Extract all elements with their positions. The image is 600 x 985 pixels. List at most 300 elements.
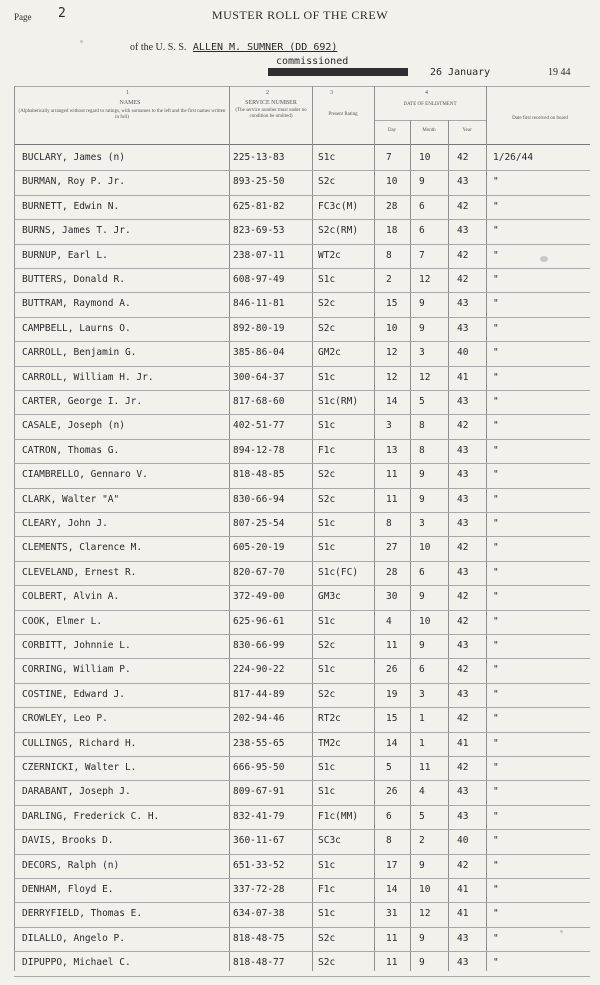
enlistment-day: 10 xyxy=(386,322,398,334)
enlistment-year: 42 xyxy=(457,274,469,285)
row-rule xyxy=(14,634,590,635)
table-row xyxy=(0,856,600,876)
stain-mark xyxy=(80,40,83,43)
table-row xyxy=(0,319,600,339)
date-received-on-board: " xyxy=(493,371,499,383)
crew-name: CARROLL, Benjamin G. xyxy=(22,347,137,359)
enlistment-month: 9 xyxy=(419,859,425,871)
service-number: 818-48-77 xyxy=(233,957,285,969)
enlistment-day: 12 xyxy=(386,347,398,359)
enlistment-year: 42 xyxy=(457,542,469,554)
enlistment-month: 11 xyxy=(419,762,431,773)
table-row xyxy=(0,709,600,729)
crew-name: CASALE, Joseph (n) xyxy=(22,420,125,432)
present-rating: S2c xyxy=(318,957,336,969)
enlistment-year: 43 xyxy=(457,688,469,700)
date-received-on-board: " xyxy=(493,762,499,773)
enlistment-day: 11 xyxy=(386,469,398,481)
col3-title: Present Rating xyxy=(328,112,358,117)
enlistment-day: 11 xyxy=(386,640,398,651)
row-rule xyxy=(14,805,590,806)
enlistment-month: 8 xyxy=(419,444,425,456)
present-rating: S1c xyxy=(318,274,336,285)
table-row xyxy=(0,392,600,412)
table-row xyxy=(0,953,600,973)
table-row xyxy=(0,807,600,827)
enlistment-day: 13 xyxy=(386,444,398,456)
present-rating: S1c xyxy=(318,518,336,529)
stain-mark xyxy=(540,256,548,262)
commissioned-note: commissioned xyxy=(276,56,349,67)
date-received-on-board: " xyxy=(493,225,499,237)
enlistment-year: 42 xyxy=(457,591,469,603)
crew-name: BURNUP, Earl L. xyxy=(22,249,108,261)
date-received-on-board: " xyxy=(493,713,499,725)
crew-name: BURMAN, Roy P. Jr. xyxy=(22,176,125,188)
date-received-on-board: " xyxy=(493,786,499,798)
enlistment-day: 14 xyxy=(386,737,398,749)
table-row xyxy=(0,246,600,266)
enlistment-month: 9 xyxy=(419,932,425,944)
enlistment-month: 1 xyxy=(419,713,425,725)
col3-number: 3 xyxy=(330,90,333,96)
table-row xyxy=(0,197,600,217)
enlistment-year: 43 xyxy=(457,493,469,505)
row-rule xyxy=(14,683,590,684)
row-rule xyxy=(14,951,590,952)
table-row xyxy=(0,294,600,314)
present-rating: WT2c xyxy=(318,249,341,261)
service-number: 894-12-78 xyxy=(233,444,285,456)
service-number: 818-48-85 xyxy=(233,469,285,481)
enlistment-day: 28 xyxy=(386,200,398,212)
present-rating: S2c xyxy=(318,469,336,481)
row-rule xyxy=(14,366,590,367)
ship-prefix: of the U. S. S. xyxy=(130,42,187,53)
row-rule xyxy=(14,976,590,977)
present-rating: S2c(RM) xyxy=(318,225,359,237)
table-row xyxy=(0,563,600,583)
enlistment-year: 43 xyxy=(457,176,469,188)
row-rule xyxy=(14,585,590,586)
service-number: 893-25-50 xyxy=(233,176,285,188)
date-received-on-board: " xyxy=(493,518,499,529)
enlistment-day: 19 xyxy=(386,688,398,700)
enlistment-month: 9 xyxy=(419,591,425,603)
crew-name: CARTER, George I. Jr. xyxy=(22,396,143,407)
date-received-on-board: " xyxy=(493,200,499,212)
crew-name: COLBERT, Alvin A. xyxy=(22,591,120,603)
enlistment-year: 42 xyxy=(457,664,469,676)
enlistment-day: 30 xyxy=(386,591,398,603)
enlistment-day: 6 xyxy=(386,810,392,822)
col2-number: 2 xyxy=(266,90,269,96)
enlistment-day: 5 xyxy=(386,762,392,773)
enlistment-month: 12 xyxy=(419,908,431,920)
col1-title: NAMES xyxy=(119,100,141,106)
table-row xyxy=(0,514,600,534)
stain-mark xyxy=(560,930,563,933)
enlistment-day: 3 xyxy=(386,420,392,432)
enlistment-year: 43 xyxy=(457,932,469,944)
enlistment-year: 41 xyxy=(457,884,469,895)
crew-name: COOK, Elmer L. xyxy=(22,615,103,627)
enlistment-month: 12 xyxy=(419,274,431,285)
enlistment-month: 4 xyxy=(419,786,425,798)
enlistment-month: 9 xyxy=(419,469,425,481)
present-rating: S1c xyxy=(318,859,336,871)
crew-name: DENHAM, Floyd E. xyxy=(22,884,114,895)
date-received-on-board: " xyxy=(493,347,499,359)
date-received-on-board: " xyxy=(493,444,499,456)
row-rule xyxy=(14,561,590,562)
service-number: 830-66-99 xyxy=(233,640,285,651)
row-rule xyxy=(14,536,590,537)
table-row xyxy=(0,416,600,436)
row-rule xyxy=(14,390,590,391)
enlistment-day: 8 xyxy=(386,249,392,261)
enlistment-day: 18 xyxy=(386,225,398,237)
service-number: 608-97-49 xyxy=(233,274,285,285)
enlistment-month: 6 xyxy=(419,225,425,237)
row-rule xyxy=(14,780,590,781)
crew-name: DARLING, Frederick C. H. xyxy=(22,810,160,822)
present-rating: F1c(MM) xyxy=(318,810,359,822)
present-rating: S1c xyxy=(318,762,336,773)
service-number: 238-55-65 xyxy=(233,737,285,749)
present-rating: S2c xyxy=(318,932,336,944)
enlistment-day: 28 xyxy=(386,566,398,578)
service-number: 818-48-75 xyxy=(233,932,285,944)
service-number: 809-67-91 xyxy=(233,786,285,798)
row-rule xyxy=(14,341,590,342)
present-rating: GM2c xyxy=(318,347,341,359)
service-number: 807-25-54 xyxy=(233,518,285,529)
enlistment-month: 9 xyxy=(419,176,425,188)
enlistment-day: 8 xyxy=(386,518,392,529)
date-received-on-board: " xyxy=(493,737,499,749)
date-received-on-board: " xyxy=(493,469,499,481)
service-number: 402-51-77 xyxy=(233,420,285,432)
enlistment-day: 10 xyxy=(386,176,398,188)
enlistment-year: 43 xyxy=(457,469,469,481)
enlistment-month: 2 xyxy=(419,835,425,847)
enlistment-day: 15 xyxy=(386,713,398,725)
present-rating: S1c xyxy=(318,615,336,627)
crew-name: CORRING, William P. xyxy=(22,664,131,676)
document-title: MUSTER ROLL OF THE CREW xyxy=(211,8,389,22)
present-rating: RT2c xyxy=(318,713,341,725)
date-received-on-board: " xyxy=(493,908,499,920)
enlistment-month: 9 xyxy=(419,322,425,334)
enlistment-year: 43 xyxy=(457,810,469,822)
date-received-on-board: " xyxy=(493,566,499,578)
enlistment-month: 1 xyxy=(419,737,425,749)
enlistment-day: 27 xyxy=(386,542,398,554)
enlistment-year: 41 xyxy=(457,737,469,749)
service-number: 666-95-50 xyxy=(233,762,285,773)
crew-name: BUCLARY, James (n) xyxy=(22,152,125,163)
enlistment-day: 2 xyxy=(386,274,392,285)
table-row xyxy=(0,441,600,461)
enlistment-year: 40 xyxy=(457,347,469,359)
present-rating: S1c xyxy=(318,152,336,163)
date-received-on-board: " xyxy=(493,810,499,822)
col2-note: (The service number must under no condition be omitted) xyxy=(235,108,307,119)
enlistment-month: 6 xyxy=(419,566,425,578)
row-rule xyxy=(14,658,590,659)
enlistment-month: 3 xyxy=(419,518,425,529)
enlistment-day: 15 xyxy=(386,298,398,310)
table-row xyxy=(0,538,600,558)
enlistment-year: 43 xyxy=(457,786,469,798)
present-rating: S1c(RM) xyxy=(318,396,359,407)
table-row xyxy=(0,343,600,363)
enlistment-day: 26 xyxy=(386,786,398,798)
present-rating: S1c xyxy=(318,664,336,676)
table-row xyxy=(0,831,600,851)
date-received-on-board: 1/26/44 xyxy=(493,152,534,163)
date-received-on-board: " xyxy=(493,420,499,432)
col4-month: Month xyxy=(422,128,436,133)
crew-name: CLARK, Walter "A" xyxy=(22,493,120,505)
row-rule xyxy=(14,732,590,733)
col5-title: Date first received on board xyxy=(512,116,568,121)
service-number: 360-11-67 xyxy=(233,835,285,847)
row-rule xyxy=(14,292,590,293)
date-received-on-board: " xyxy=(493,884,499,895)
date-received-on-board: " xyxy=(493,274,499,285)
crew-name: CAMPBELL, Laurns O. xyxy=(22,322,131,334)
crew-name: DIPUPPO, Michael C. xyxy=(22,957,131,969)
enlistment-day: 11 xyxy=(386,957,398,969)
enlistment-year: 43 xyxy=(457,322,469,334)
enlistment-year: 43 xyxy=(457,640,469,651)
present-rating: S2c xyxy=(318,298,336,310)
present-rating: GM3c xyxy=(318,591,341,603)
row-rule xyxy=(14,414,590,415)
enlistment-month: 6 xyxy=(419,664,425,676)
crew-name: DILALLO, Angelo P. xyxy=(22,932,125,944)
service-number: 634-07-38 xyxy=(233,908,285,920)
present-rating: S2c xyxy=(318,493,336,505)
service-number: 625-81-82 xyxy=(233,200,285,212)
date-received-on-board: " xyxy=(493,249,499,261)
present-rating: SC3c xyxy=(318,835,341,847)
roll-date: 26 January xyxy=(430,67,491,78)
date-received-on-board: " xyxy=(493,835,499,847)
service-number: 337-72-28 xyxy=(233,884,285,895)
enlistment-year: 43 xyxy=(457,957,469,969)
present-rating: F1c xyxy=(318,884,336,895)
table-row xyxy=(0,221,600,241)
enlistment-month: 3 xyxy=(419,688,425,700)
enlistment-year: 43 xyxy=(457,566,469,578)
date-received-on-board: " xyxy=(493,615,499,627)
crew-name: DERRYFIELD, Thomas E. xyxy=(22,908,143,920)
date-received-on-board: " xyxy=(493,591,499,603)
crew-name: BUTTERS, Donald R. xyxy=(22,274,125,285)
table-row xyxy=(0,612,600,632)
present-rating: S1c xyxy=(318,786,336,798)
table-row xyxy=(0,758,600,778)
enlistment-day: 17 xyxy=(386,859,398,871)
present-rating: S1c xyxy=(318,371,336,383)
enlistment-year: 42 xyxy=(457,762,469,773)
date-received-on-board: " xyxy=(493,859,499,871)
crew-name: CATRON, Thomas G. xyxy=(22,444,120,456)
col4-day: Day xyxy=(387,128,397,133)
date-received-on-board: " xyxy=(493,542,499,554)
date-received-on-board: " xyxy=(493,640,499,651)
row-rule xyxy=(14,488,590,489)
present-rating: S2c xyxy=(318,640,336,651)
present-rating: S2c xyxy=(318,176,336,188)
crew-name: BURNS, James T. Jr. xyxy=(22,225,131,237)
enlistment-year: 42 xyxy=(457,249,469,261)
enlistment-day: 26 xyxy=(386,664,398,676)
present-rating: S2c xyxy=(318,322,336,334)
present-rating: F1c xyxy=(318,444,336,456)
present-rating: S1c xyxy=(318,420,336,432)
date-received-on-board: " xyxy=(493,298,499,310)
enlistment-year: 43 xyxy=(457,225,469,237)
col4-number: 4 xyxy=(425,90,428,96)
table-row xyxy=(0,660,600,680)
table-row xyxy=(0,685,600,705)
date-received-on-board: " xyxy=(493,664,499,676)
table-row xyxy=(0,587,600,607)
enlistment-month: 9 xyxy=(419,298,425,310)
enlistment-day: 11 xyxy=(386,493,398,505)
row-rule xyxy=(14,829,590,830)
header-bottom-rule xyxy=(14,144,590,145)
enlistment-day: 12 xyxy=(386,371,398,383)
enlistment-day: 8 xyxy=(386,835,392,847)
service-number: 846-11-81 xyxy=(233,298,285,310)
struck-out-text xyxy=(268,68,408,76)
row-rule xyxy=(14,244,590,245)
enlistment-subheader-rule xyxy=(374,120,486,121)
present-rating: S2c xyxy=(318,688,336,700)
service-number: 832-41-79 xyxy=(233,810,285,822)
crew-name: CZERNICKI, Walter L. xyxy=(22,762,137,773)
enlistment-year: 41 xyxy=(457,371,469,383)
row-rule xyxy=(14,195,590,196)
service-number: 300-64-37 xyxy=(233,371,285,383)
row-rule xyxy=(14,268,590,269)
row-rule xyxy=(14,878,590,879)
enlistment-year: 42 xyxy=(457,200,469,212)
service-number: 385-86-04 xyxy=(233,347,285,359)
service-number: 817-44-89 xyxy=(233,688,285,700)
roll-year: 19 44 xyxy=(548,67,571,78)
service-number: 823-69-53 xyxy=(233,225,285,237)
service-number: 202-94-46 xyxy=(233,713,285,725)
enlistment-month: 9 xyxy=(419,957,425,969)
date-received-on-board: " xyxy=(493,322,499,334)
service-number: 817-68-60 xyxy=(233,396,285,407)
service-number: 892-80-19 xyxy=(233,322,285,334)
table-row xyxy=(0,148,600,168)
present-rating: S1c xyxy=(318,908,336,920)
date-received-on-board: " xyxy=(493,957,499,969)
col4-title: DATE OF ENLISTMENT xyxy=(403,102,457,107)
table-row xyxy=(0,929,600,949)
enlistment-month: 9 xyxy=(419,493,425,505)
crew-name: CROWLEY, Leo P. xyxy=(22,713,108,725)
enlistment-year: 42 xyxy=(457,713,469,725)
enlistment-year: 40 xyxy=(457,835,469,847)
service-number: 224-90-22 xyxy=(233,664,285,676)
enlistment-month: 10 xyxy=(419,615,431,627)
crew-name: BURNETT, Edwin N. xyxy=(22,200,120,212)
date-received-on-board: " xyxy=(493,932,499,944)
service-number: 372-49-00 xyxy=(233,591,285,603)
row-rule xyxy=(14,927,590,928)
crew-name: CIAMBRELLO, Gennaro V. xyxy=(22,469,148,481)
present-rating: S1c xyxy=(318,542,336,554)
crew-name: CORBITT, Johnnie L. xyxy=(22,640,131,651)
date-received-on-board: " xyxy=(493,493,499,505)
enlistment-day: 11 xyxy=(386,932,398,944)
service-number: 651-33-52 xyxy=(233,859,285,871)
col1-note: (Alphabetically arranged without regard to ratings, with surnames to the left and the first names written in full) xyxy=(18,109,226,120)
page-number: 2 xyxy=(58,6,66,21)
enlistment-day: 7 xyxy=(386,152,392,163)
service-number: 820-67-70 xyxy=(233,566,285,578)
row-rule xyxy=(14,854,590,855)
crew-name: COSTINE, Edward J. xyxy=(22,688,125,700)
enlistment-year: 42 xyxy=(457,859,469,871)
enlistment-year: 42 xyxy=(457,420,469,432)
table-row xyxy=(0,880,600,900)
crew-name: CLEVELAND, Ernest R. xyxy=(22,566,137,578)
present-rating: FC3c(M) xyxy=(318,200,359,212)
table-top-rule xyxy=(14,86,590,87)
crew-name: BUTTRAM, Raymond A. xyxy=(22,298,131,310)
crew-name: DECORS, Ralph (n) xyxy=(22,859,120,871)
service-number: 625-96-61 xyxy=(233,615,285,627)
service-number: 830-66-94 xyxy=(233,493,285,505)
present-rating: S1c(FC) xyxy=(318,566,359,578)
enlistment-month: 7 xyxy=(419,249,425,261)
service-number: 225-13-83 xyxy=(233,152,285,163)
row-rule xyxy=(14,463,590,464)
ship-name: ALLEN M. SUMNER (DD 692) xyxy=(192,42,338,53)
enlistment-year: 43 xyxy=(457,396,469,407)
service-number: 605-20-19 xyxy=(233,542,285,554)
date-received-on-board: " xyxy=(493,176,499,188)
row-rule xyxy=(14,707,590,708)
enlistment-year: 43 xyxy=(457,518,469,529)
crew-name: CULLINGS, Richard H. xyxy=(22,737,137,749)
enlistment-year: 43 xyxy=(457,444,469,456)
enlistment-day: 14 xyxy=(386,396,398,407)
enlistment-month: 12 xyxy=(419,371,431,383)
crew-name: CARROLL, William H. Jr. xyxy=(22,371,154,383)
crew-name: DAVIS, Brooks D. xyxy=(22,835,114,847)
enlistment-month: 10 xyxy=(419,884,431,895)
ship-line xyxy=(130,42,337,53)
table-row xyxy=(0,172,600,192)
enlistment-year: 42 xyxy=(457,615,469,627)
row-rule xyxy=(14,756,590,757)
table-row xyxy=(0,782,600,802)
enlistment-month: 10 xyxy=(419,152,431,163)
page-label: Page xyxy=(14,12,32,22)
enlistment-month: 10 xyxy=(419,542,431,554)
